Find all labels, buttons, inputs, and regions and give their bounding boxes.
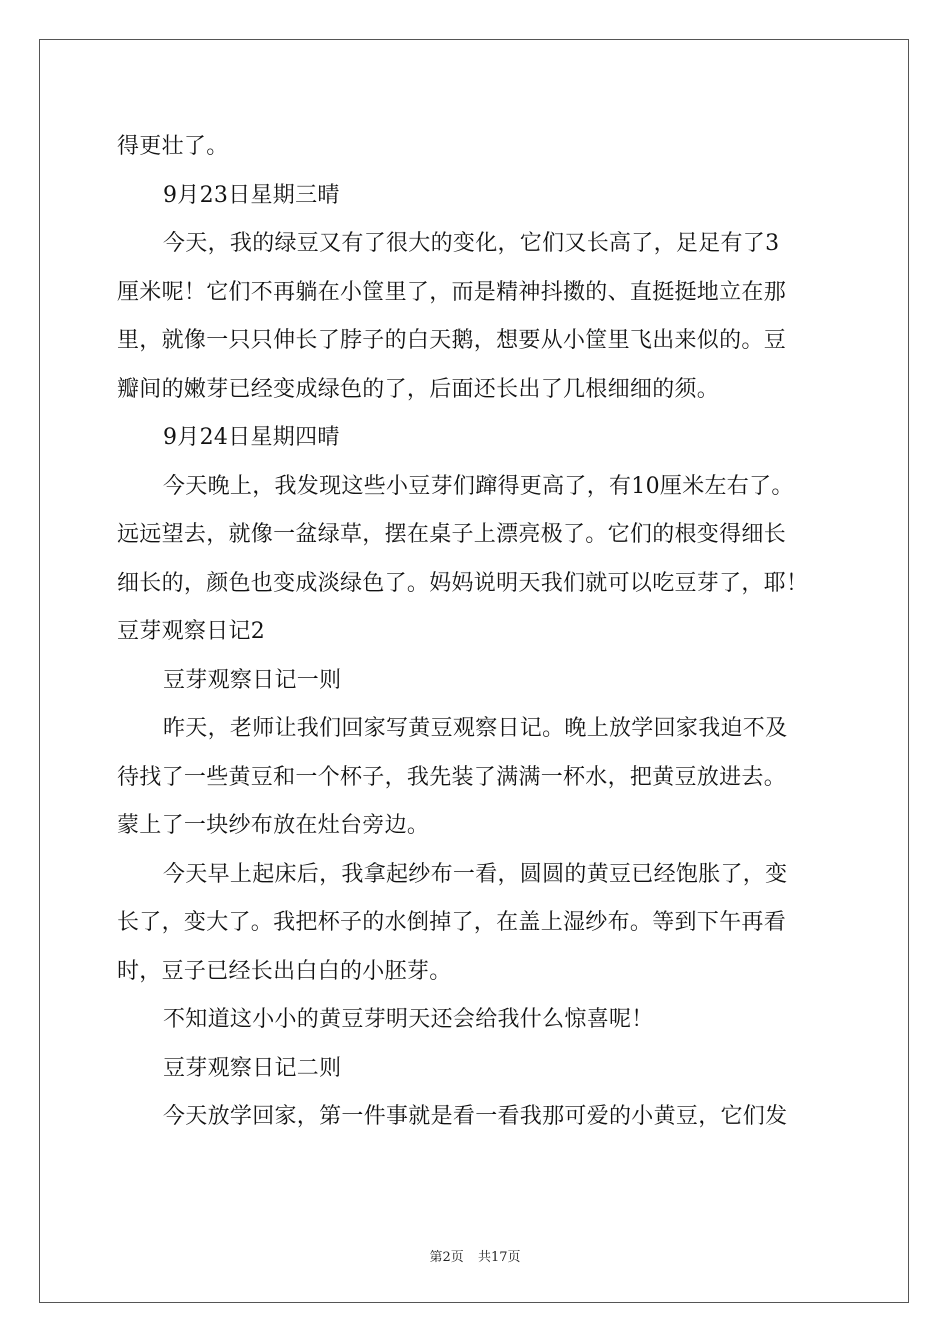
section-title: 豆芽观察日记2	[117, 619, 266, 644]
text-line: 远远望去，就像一盆绿草，摆在桌子上漂亮极了。它们的根变得细长	[117, 522, 787, 547]
text-line: 细长的，颜色也变成淡绿色了。妈妈说明天我们就可以吃豆芽了，耶！	[117, 570, 809, 596]
page-total: 共17页	[477, 1250, 521, 1265]
diary-date-heading: 9月23日星期三晴	[163, 182, 340, 208]
text-line: 待找了一些黄豆和一个杯子，我先装了满满一杯水，把黄豆放进去。	[117, 764, 787, 790]
section-subtitle: 豆芽观察日记一则	[163, 667, 342, 693]
page-number: 第2页	[429, 1250, 464, 1265]
text-line: 昨天，老师让我们回家写黄豆观察日记。晚上放学回家我迫不及	[163, 716, 788, 741]
text-line: 时，豆子已经长出白白的小胚芽。	[117, 958, 452, 984]
text-line: 瓣间的嫩芽已经变成绿色的了，后面还长出了几根细细的须。	[117, 376, 720, 402]
text-line: 今天早上起床后，我拿起纱布一看，圆圆的黄豆已经饱胀了，变	[163, 861, 788, 887]
text-line: 今天晚上，我发现这些小豆芽们蹿得更高了，有10厘米左右了。	[163, 473, 794, 499]
text-line: 得更壮了。	[117, 134, 229, 159]
text-line: 今天，我的绿豆又有了很大的变化，它们又长高了，足足有了3	[163, 231, 780, 256]
text-line: 蒙上了一块纱布放在灶台旁边。	[117, 813, 430, 838]
text-line: 今天放学回家，第一件事就是看一看我那可爱的小黄豆，它们发	[163, 1104, 788, 1129]
text-line: 不知道这小小的黄豆芽明天还会给我什么惊喜呢！	[163, 1007, 654, 1032]
text-line: 厘米呢！它们不再躺在小筐里了，而是精神抖擞的、直挺挺地立在那	[117, 279, 787, 305]
diary-date-heading: 9月24日星期四晴	[163, 425, 340, 450]
document-body	[117, 123, 852, 1142]
text-line: 里，就像一只只伸长了脖子的白天鹅，想要从小筐里飞出来似的。豆	[117, 328, 787, 353]
page-footer	[0, 1246, 950, 1265]
text-line: 长了，变大了。我把杯子的水倒掉了，在盖上湿纱布。等到下午再看	[117, 910, 787, 935]
section-subtitle: 豆芽观察日记二则	[163, 1055, 342, 1081]
